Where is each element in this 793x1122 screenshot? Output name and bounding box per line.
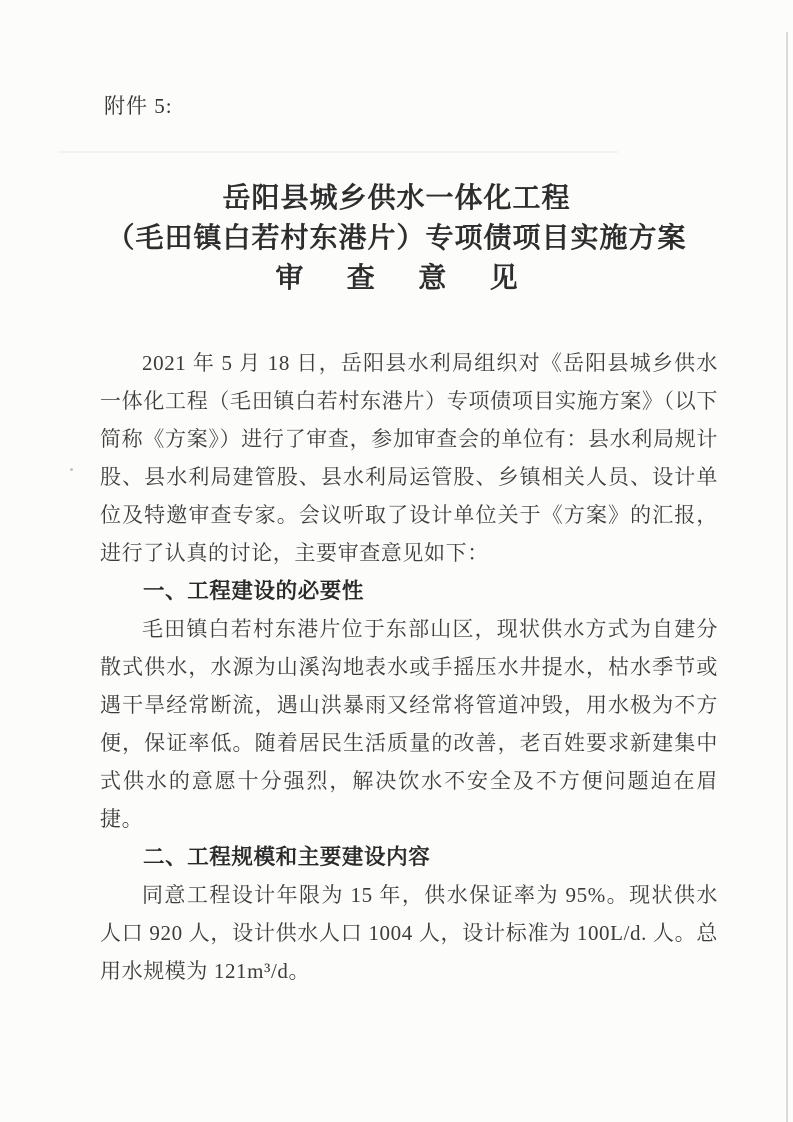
section-heading-scale: 二、工程规模和主要建设内容 xyxy=(143,845,431,869)
scan-speck-artifact xyxy=(70,468,73,471)
title-line-1: 岳阳县城乡供水一体化工程 xyxy=(222,183,571,214)
title-line-2: （毛田镇白若村东港片）专项债项目实施方案 xyxy=(106,223,687,254)
document-title xyxy=(0,179,793,299)
section-heading-necessity: 一、工程建设的必要性 xyxy=(143,579,365,603)
title-line-3: 审查意见 xyxy=(275,263,561,294)
scan-smudge-artifact xyxy=(58,151,618,153)
attachment-label: 附件 5: xyxy=(104,94,173,118)
document-body xyxy=(100,344,718,990)
paragraph-review-intro: 2021 年 5 月 18 日，岳阳县水利局组织对《岳阳县城乡供水一体化工程（毛田镇白若村东港片）专项债项目实施方案》（以下简称《方案》）进行了审查，参加审查会的单位有：县水利局规计股、县水利局建管股、县水利局运管股、乡镇相关人员、设计单位及特邀审查专家。会议听取了设计单位关于《方案》的汇报，进行了认真的讨论，主要审查意见如下： xyxy=(100,351,718,565)
paragraph-necessity: 毛田镇白若村东港片位于东部山区，现状供水方式为自建分散式供水，水源为山溪沟地表水或手摇压水井提水，枯水季节或遇干旱经常断流，遇山洪暴雨又经常将管道冲毁，用水极为不方便，保证率低。随着居民生活质量的改善，老百姓要求新建集中式供水的意愿十分强烈，解决饮水不安全及不方便问题迫在眉捷。 xyxy=(100,617,718,831)
paragraph-scale-content: 同意工程设计年限为 15 年，供水保证率为 95%。现状供水人口 920 人，设计供水人口 1004 人，设计标准为 100L/d. 人。总用水规模为 121m³/d。 xyxy=(100,883,718,983)
